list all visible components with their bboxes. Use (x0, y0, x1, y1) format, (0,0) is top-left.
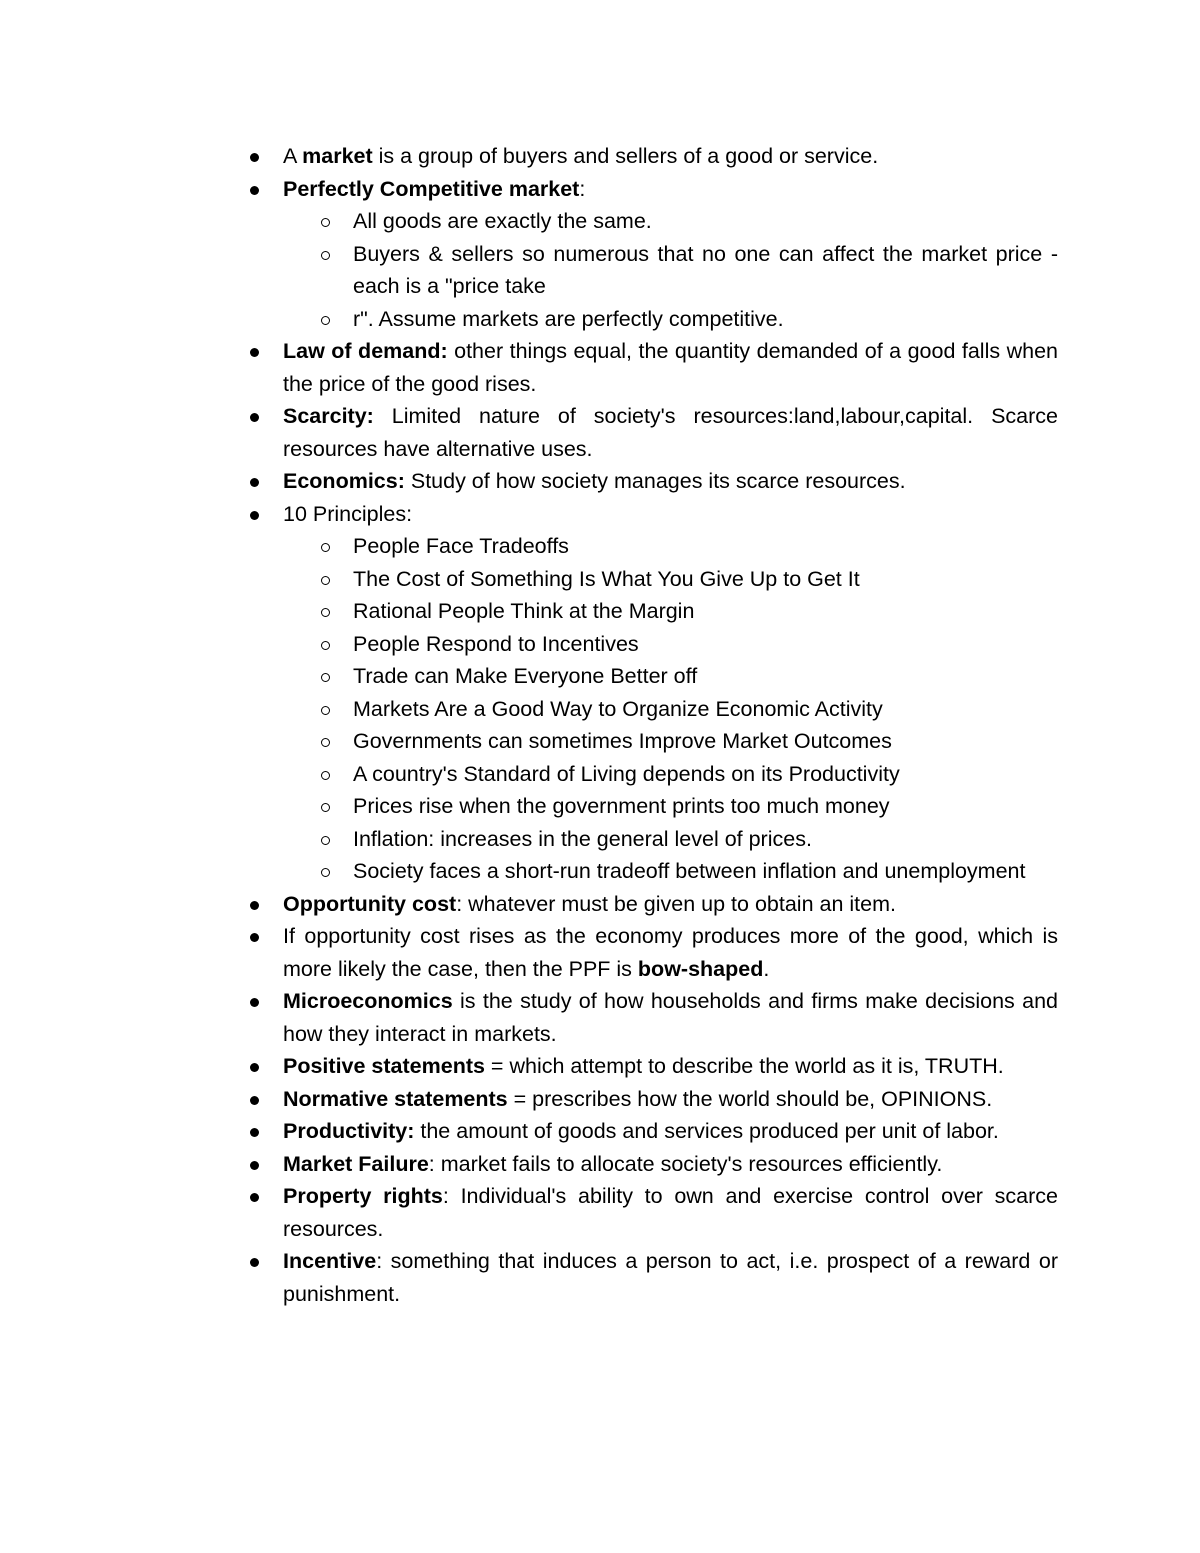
bullet-icon (250, 478, 259, 487)
bullet-icon (250, 186, 259, 195)
sub-list-item: A country's Standard of Living depends on its Productivity (283, 758, 1058, 791)
list-item: Perfectly Competitive market: (283, 173, 1058, 206)
term: Microeconomics (283, 989, 453, 1013)
bullet-icon (250, 153, 259, 162)
sub-list-item: People Respond to Incentives (283, 628, 1058, 661)
bullet-icon (250, 998, 259, 1007)
term: Perfectly Competitive market (283, 176, 580, 201)
circle-bullet-icon (321, 673, 330, 682)
sub-list-item: Rational People Think at the Margin (283, 595, 1058, 628)
circle-bullet-icon (321, 251, 330, 260)
term: Scarcity: (283, 404, 374, 428)
circle-bullet-icon (321, 836, 330, 845)
sub-list-item: People Face Tradeoffs (283, 530, 1058, 563)
circle-bullet-icon (321, 543, 330, 552)
sub-list-item: Markets Are a Good Way to Organize Economic Activity (283, 693, 1058, 726)
sub-list-item: Trade can Make Everyone Better off (283, 660, 1058, 693)
term: Market Failure (283, 1151, 429, 1176)
term: Productivity: (283, 1119, 415, 1143)
circle-bullet-icon (321, 706, 330, 715)
bullet-icon (250, 348, 259, 357)
bullet-icon (250, 1193, 259, 1202)
circle-bullet-icon (321, 576, 330, 585)
circle-bullet-icon (321, 641, 330, 650)
list-item: Scarcity: Limited nature of society's resources:land,labour,capital. Scarce resources have alternative uses. (283, 400, 1058, 465)
list-item: Law of demand: other things equal, the quantity demanded of a good falls when the price of the good rises. (283, 335, 1058, 400)
term: Economics: (283, 469, 405, 493)
term: Law of demand: (283, 339, 448, 363)
circle-bullet-icon (321, 608, 330, 617)
bullet-icon (250, 901, 259, 910)
circle-bullet-icon (321, 738, 330, 747)
term: bow-shaped (637, 956, 764, 981)
list-item: Incentive: something that induces a person to act, i.e. prospect of a reward or punishment. (283, 1245, 1058, 1310)
sub-list-item: r". Assume markets are perfectly competitive. (283, 303, 1058, 336)
bullet-icon (250, 1096, 259, 1105)
sub-list-item: The Cost of Something Is What You Give Up to Get It (283, 563, 1058, 596)
circle-bullet-icon (321, 218, 330, 227)
list-item: 10 Principles: (283, 498, 1058, 531)
term: market (302, 144, 373, 168)
term: Opportunity cost (283, 891, 457, 916)
sub-list-item: Society faces a short-run tradeoff between inflation and unemployment (283, 855, 1058, 888)
list-item: A market is a group of buyers and sellers of a good or service. (283, 140, 1058, 173)
sub-list-item: Governments can sometimes Improve Market Outcomes (283, 725, 1058, 758)
term: Positive statements (283, 1054, 485, 1078)
term: Property rights (283, 1184, 443, 1208)
sub-list-item: All goods are exactly the same. (283, 205, 1058, 238)
bullet-icon (250, 1161, 259, 1170)
list-item: Microeconomics is the study of how households and firms make decisions and how they interact in markets. (283, 985, 1058, 1050)
bullet-icon (250, 511, 259, 520)
bullet-icon (250, 1063, 259, 1072)
sub-list-item: Prices rise when the government prints too much money (283, 790, 1058, 823)
sub-list-item: Inflation: increases in the general level of prices. (283, 823, 1058, 856)
term: Normative statements (283, 1086, 508, 1111)
list-item: Economics: Study of how society manages its scarce resources. (283, 465, 1058, 498)
list-item: Opportunity cost: whatever must be given up to obtain an item. (283, 888, 1058, 921)
list-item: If opportunity cost rises as the economy produces more of the good, which is more likely the case, then the PPF is bow-shaped. (283, 920, 1058, 985)
list-item: Normative statements = prescribes how the world should be, OPINIONS. (283, 1083, 1058, 1116)
bullet-icon (250, 413, 259, 422)
bullet-icon (250, 1258, 259, 1267)
list-item: Positive statements = which attempt to describe the world as it is, TRUTH. (283, 1050, 1058, 1083)
sub-list-item: Buyers & sellers so numerous that no one can affect the market price - each is a "price take (283, 238, 1058, 303)
list-item: Productivity: the amount of goods and services produced per unit of labor. (283, 1115, 1058, 1148)
list-item: Property rights: Individual's ability to own and exercise control over scarce resources. (283, 1180, 1058, 1245)
notes-list (283, 140, 1058, 1310)
term: Incentive (283, 1249, 377, 1273)
circle-bullet-icon (321, 868, 330, 877)
circle-bullet-icon (321, 771, 330, 780)
list-item: Market Failure: market fails to allocate society's resources efficiently. (283, 1148, 1058, 1181)
bullet-icon (250, 1128, 259, 1137)
circle-bullet-icon (321, 803, 330, 812)
bullet-icon (250, 933, 259, 942)
circle-bullet-icon (321, 316, 330, 325)
